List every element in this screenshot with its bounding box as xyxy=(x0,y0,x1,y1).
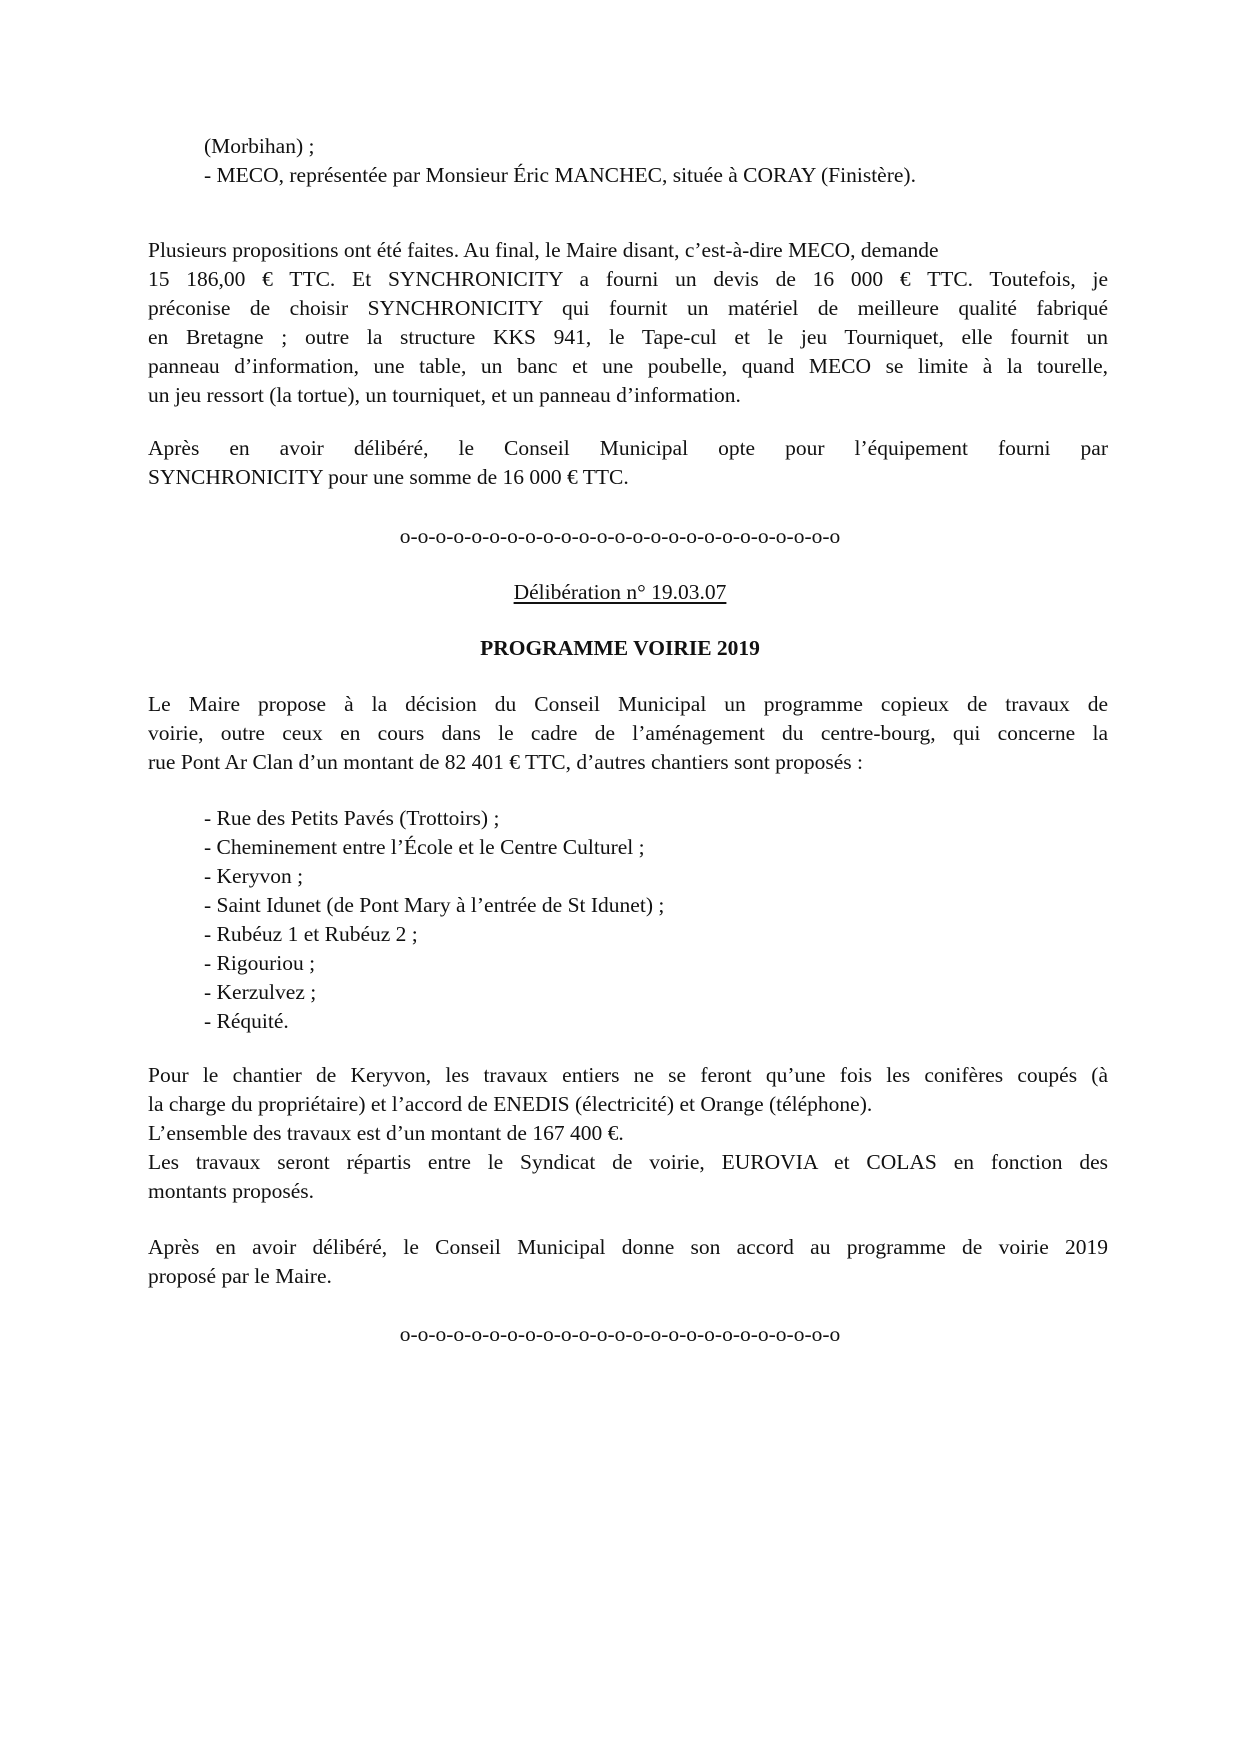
paragraph-line: rue Pont Ar Clan d’un montant de 82 401 € TTC, d’autres chantiers sont proposés : xyxy=(148,750,863,774)
paragraph-line: préconise de choisir SYNCHRONICITY qui fournit un matériel de meilleure qualité fabriqué xyxy=(148,296,1108,320)
works-list xyxy=(204,804,1104,1036)
paragraph-line: Pour le chantier de Keryvon, les travaux entiers ne se feront qu’une fois les conifères coupés (à xyxy=(148,1063,1108,1087)
section-separator: o-o-o-o-o-o-o-o-o-o-o-o-o-o-o-o-o-o-o-o-o-o-o-o-o xyxy=(399,1322,841,1346)
paragraph-line: L’ensemble des travaux est d’un montant de 167 400 €. xyxy=(148,1121,624,1145)
paragraph-program xyxy=(148,690,1108,777)
list-item: - Saint Idunet (de Pont Mary à l’entrée de St Idunet) ; xyxy=(204,893,665,917)
list-item: - Keryvon ; xyxy=(204,864,304,888)
deliberation-number-row xyxy=(0,578,1240,607)
paragraph-line: proposé par le Maire. xyxy=(148,1264,332,1288)
section-title: PROGRAMME VOIRIE 2019 xyxy=(480,636,760,660)
paragraph-line: SYNCHRONICITY pour une somme de 16 000 € TTC. xyxy=(148,465,629,489)
paragraph-line: voirie, outre ceux en cours dans le cadre de l’aménagement du centre-bourg, qui concerne la xyxy=(148,721,1108,745)
paragraph-line: Les travaux seront répartis entre le Syndicat de voirie, EUROVIA et COLAS en fonction des xyxy=(148,1150,1108,1174)
list-item: - Rigouriou ; xyxy=(204,951,316,975)
paragraph-keryvon xyxy=(148,1061,1108,1206)
paragraph-line: la charge du propriétaire) et l’accord de ENEDIS (électricité) et Orange (téléphone). xyxy=(148,1092,873,1116)
paragraph-line: 15 186,00 € TTC. Et SYNCHRONICITY a fourni un devis de 16 000 € TTC. Toutefois, je xyxy=(148,267,1108,291)
paragraph-line: en Bretagne ; outre la structure KKS 941, le Tape-cul et le jeu Tourniquet, elle fournit un xyxy=(148,325,1108,349)
list-item: (Morbihan) ; xyxy=(204,134,315,158)
paragraph-decision-voirie xyxy=(148,1233,1108,1291)
section-separator: o-o-o-o-o-o-o-o-o-o-o-o-o-o-o-o-o-o-o-o-o-o-o-o-o xyxy=(399,524,841,548)
paragraph-decision-equipment xyxy=(148,434,1108,492)
paragraph-line: Le Maire propose à la décision du Conseil Municipal un programme copieux de travaux de xyxy=(148,692,1108,716)
list-item: - MECO, représentée par Monsieur Éric MANCHEC, située à CORAY (Finistère). xyxy=(204,163,916,187)
paragraph-line: Plusieurs propositions ont été faites. Au final, le Maire disant, c’est-à-dire MECO, demande xyxy=(148,238,939,262)
paragraph-line: montants proposés. xyxy=(148,1179,315,1203)
deliberation-number: Délibération n° 19.03.07 xyxy=(513,580,727,604)
paragraph-proposals xyxy=(148,236,1108,410)
list-item: - Rubéuz 1 et Rubéuz 2 ; xyxy=(204,922,418,946)
paragraph-line: Après en avoir délibéré, le Conseil Municipal donne son accord au programme de voirie 2019 xyxy=(148,1235,1108,1259)
paragraph-line: panneau d’information, une table, un banc et une poubelle, quand MECO se limite à la tourelle, xyxy=(148,354,1108,378)
list-item: - Rue des Petits Pavés (Trottoirs) ; xyxy=(204,806,500,830)
paragraph-line: un jeu ressort (la tortue), un tourniquet, et un panneau d’information. xyxy=(148,383,741,407)
list-item: - Kerzulvez ; xyxy=(204,980,317,1004)
list-item: - Réquité. xyxy=(204,1009,289,1033)
list-item: - Cheminement entre l’École et le Centre Culturel ; xyxy=(204,835,645,859)
supplier-list xyxy=(204,132,1104,190)
paragraph-line: Après en avoir délibéré, le Conseil Municipal opte pour l’équipement fourni par xyxy=(148,436,1108,460)
